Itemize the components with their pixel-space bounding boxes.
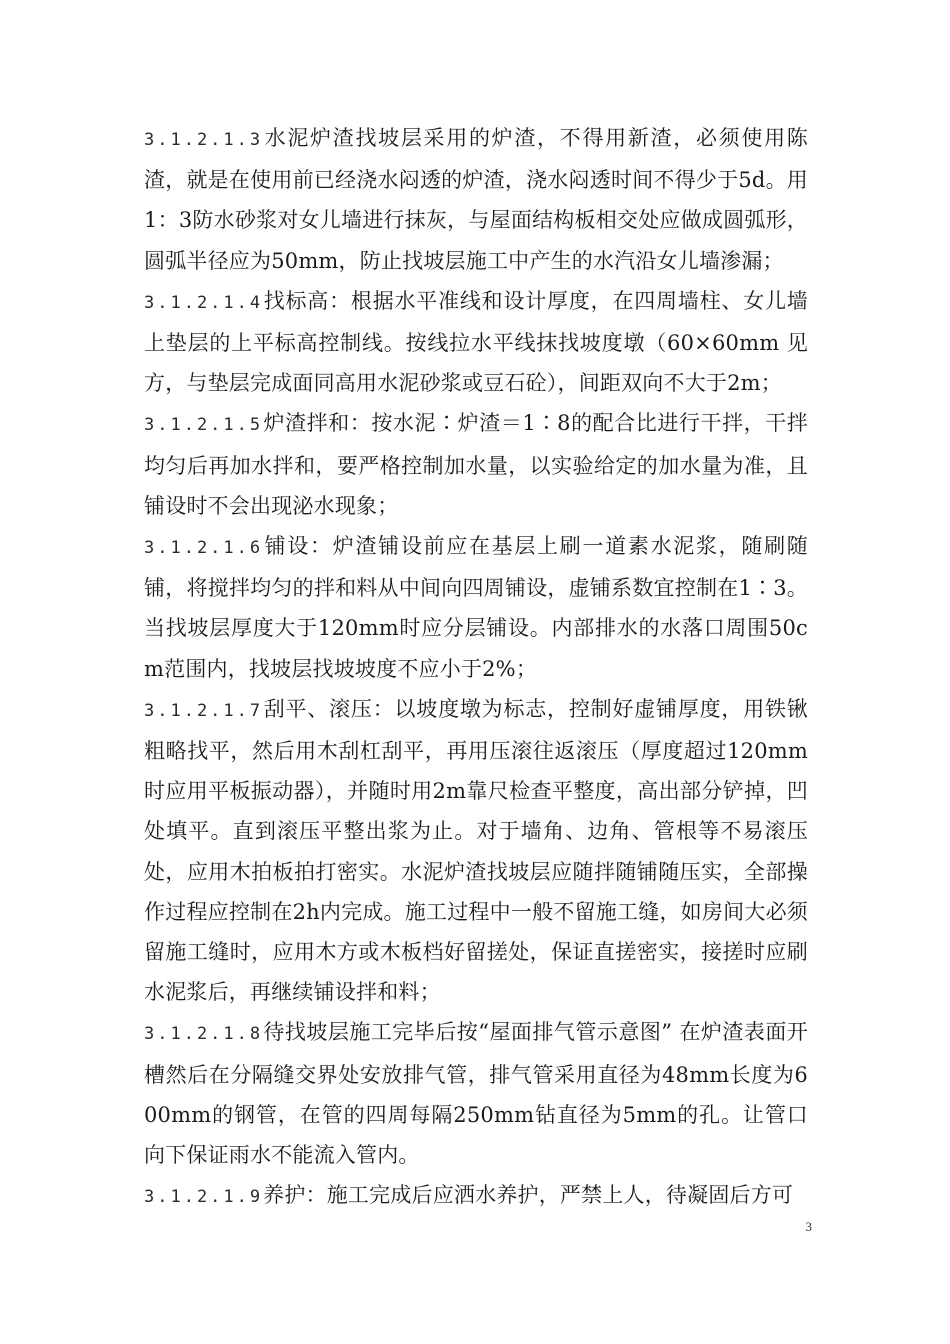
paragraph-3-1-2-1-3 bbox=[144, 118, 808, 281]
document-body bbox=[144, 118, 808, 1217]
paragraph-3-1-2-1-4 bbox=[144, 281, 808, 404]
paragraph-3-1-2-1-5 bbox=[144, 403, 808, 526]
paragraph-3-1-2-1-9 bbox=[144, 1175, 808, 1217]
section-number: 3.1.2.1.6 bbox=[144, 538, 264, 559]
paragraph-text: 刮平、滚压：以坡度墩为标志，控制好虚铺厚度，用铁锹粗略找平，然后用木刮杠刮平，再用压滚往返滚压（厚度超过120mm时应用平板振动器），并随时用2m靠尺检查平整度，高出部分铲掉，凹处填平。直到滚压平整出浆为止。对于墙角、边角、管根等不易滚压处，应用木拍板拍打密实。水泥炉渣找坡层应随拌随铺随压实，全部操作过程应控制在2h内完成。施工过程中一般不留施工缝，如房间大必须留施工缝时，应用木方或木板档好留搓处，保证直搓密实，接搓时应刷水泥浆后，再继续铺设拌和料； bbox=[144, 696, 808, 1005]
paragraph-text: 找标高：根据水平准线和设计厚度，在四周墙柱、女儿墙上垫层的上平标高控制线。按线拉水平线抹找坡度墩（60×60mm 见方，与垫层完成面同高用水泥砂浆或豆石砼），间距双向不大于2m； bbox=[144, 288, 808, 396]
paragraph-3-1-2-1-7 bbox=[144, 689, 808, 1013]
paragraph-text: 铺设：炉渣铺设前应在基层上刷一道素水泥浆，随刷随铺，将搅拌均匀的拌和料从中间向四周铺设，虚铺系数宜控制在1∶3。当找坡层厚度大于120mm时应分层铺设。内部排水的水落口周围50cm范围内，找坡层找坡坡度不应小于2%； bbox=[144, 534, 808, 681]
section-number: 3.1.2.1.8 bbox=[144, 1024, 264, 1045]
page-number: 3 bbox=[805, 1219, 812, 1234]
paragraph-3-1-2-1-8 bbox=[144, 1012, 808, 1175]
paragraph-text: 养护：施工完成后应洒水养护，严禁上人，待凝固后方可 bbox=[263, 1183, 794, 1208]
paragraph-text: 水泥炉渣找坡层采用的炉渣，不得用新渣，必须使用陈渣，就是在使用前已经浇水闷透的炉渣，浇水闷透时间不得少于5d。用1：3防水砂浆对女儿墙进行抹灰，与屋面结构板相交处应做成圆弧形，圆弧半径应为50mm，防止找坡层施工中产生的水汽沿女儿墙渗漏； bbox=[144, 126, 808, 273]
paragraph-text: 炉渣拌和：按水泥∶炉渣＝1∶8的配合比进行干拌，干拌均匀后再加水拌和，要严格控制加水量，以实验给定的加水量为准，且铺设时不会出现泌水现象； bbox=[144, 411, 808, 518]
section-number: 3.1.2.1.4 bbox=[144, 292, 264, 313]
section-number: 3.1.2.1.5 bbox=[144, 415, 264, 436]
section-number: 3.1.2.1.7 bbox=[144, 700, 264, 721]
section-number: 3.1.2.1.3 bbox=[144, 130, 264, 150]
paragraph-3-1-2-1-6 bbox=[144, 526, 808, 689]
section-number: 3.1.2.1.9 bbox=[144, 1187, 264, 1208]
paragraph-text: 待找坡层施工完毕后按“屋面排气管示意图” 在炉渣表面开槽然后在分隔缝交界处安放排气管，排气管采用直径为48mm长度为600mm的钢管，在管的四周每隔250mm钻直径为5mm的孔。让管口向下保证雨水不能流入管内。 bbox=[144, 1020, 808, 1168]
